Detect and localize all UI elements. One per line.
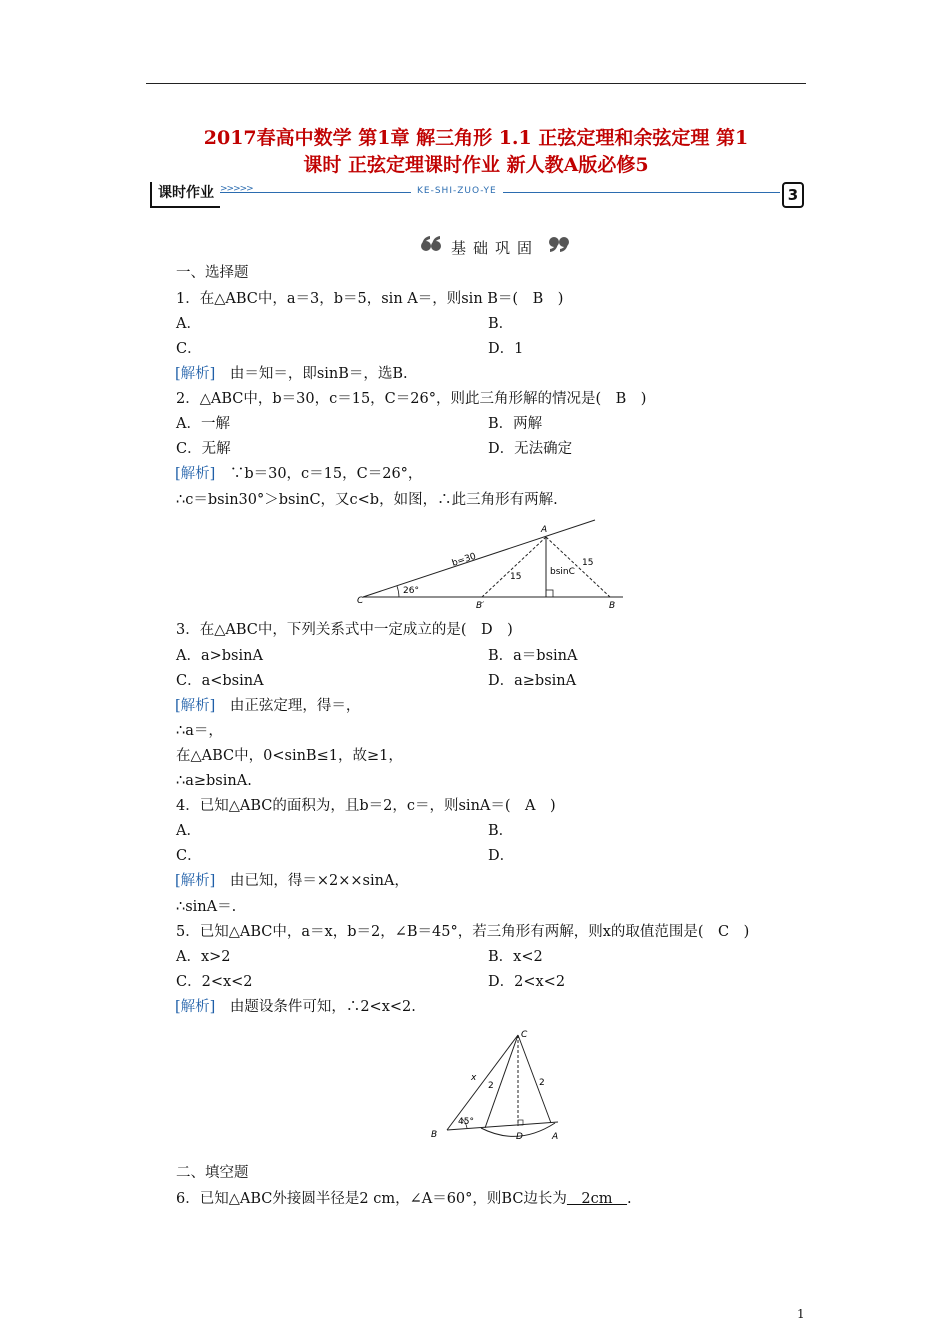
fig1-label-bprime: B′ — [476, 601, 485, 611]
fig2-label-d: D — [516, 1132, 523, 1142]
line-text: 一、选择题 — [176, 265, 249, 281]
text-line — [176, 390, 646, 408]
line-text: 5．已知△ABC中，a＝x，b＝2，∠B＝45°，若三角形有两解，则x的取值范围是( C ) — [176, 924, 750, 940]
document-title — [146, 125, 806, 179]
option-column-2: D．2<x<2 — [488, 974, 566, 990]
line-text: 在△ABC中，0<sinB≤1，故≥1， — [176, 748, 403, 764]
line-text: A．x>2 — [176, 949, 231, 965]
line-text: 4．已知△ABC的面积为，且b＝2，c＝，则sinA＝( A ) — [176, 798, 556, 814]
text-line — [175, 998, 416, 1016]
open-quote-icon — [420, 235, 442, 253]
fig1-label-15-left: 15 — [510, 572, 522, 582]
fig1-label-15-right: 15 — [582, 558, 594, 568]
line-text: 由正弦定理，得＝， — [215, 698, 361, 714]
homework-banner — [146, 180, 806, 210]
fig1-label-side-b: b=30 — [450, 551, 478, 569]
banner-tag: 课时作业 — [150, 182, 220, 208]
analysis-tag: [解析] — [175, 999, 216, 1015]
banner-pinyin: KE-SHI-ZUO-YE — [411, 186, 503, 196]
text-line — [176, 973, 253, 991]
text-line — [176, 440, 231, 458]
line-text: A．a>bsinA — [176, 648, 263, 664]
fig1-label-angle: 26° — [403, 586, 419, 596]
line-text: 2．△ABC中，b＝30，c＝15，C＝26°，则此三角形解的情况是( B ) — [176, 391, 647, 407]
line-text: A．一解 — [176, 416, 230, 432]
analysis-tag: [解析] — [175, 873, 216, 889]
line-text: 3．在△ABC中，下列关系式中一定成立的是( D ) — [176, 622, 513, 638]
title-line-1: 2017春高中数学 第1章 解三角形 1.1 正弦定理和余弦定理 第1 — [203, 127, 749, 149]
line-text: 二、填空题 — [176, 1165, 249, 1181]
triangle-figure-2 — [425, 1027, 570, 1145]
text-line — [176, 847, 202, 865]
line-text: ∵b＝30，c＝15，C＝26°， — [215, 466, 423, 482]
text-line — [175, 872, 409, 890]
text-line — [176, 1190, 632, 1208]
text-line — [175, 697, 360, 715]
option-column-2: B．两解 — [488, 416, 543, 432]
line-text: ∴a≥bsinA. — [176, 773, 252, 789]
line-text: C．无解 — [176, 441, 231, 457]
option-column-2: D． — [488, 848, 515, 864]
text-line — [175, 465, 422, 483]
text-line — [176, 1164, 249, 1182]
option-column-2: D．a≥bsinA — [488, 673, 577, 689]
text-line — [176, 290, 563, 308]
fig2-label-2-left: 2 — [488, 1081, 494, 1091]
section-title: 基础巩固 — [450, 239, 539, 257]
fig1-label-a: A — [541, 525, 548, 535]
analysis-tag: [解析] — [175, 366, 216, 382]
fig2-label-2-right: 2 — [539, 1078, 545, 1088]
text-line — [175, 365, 408, 383]
text-line — [176, 621, 513, 639]
banner-arrows: >>>>> — [220, 184, 253, 194]
text-line — [176, 264, 249, 282]
header-rule — [146, 83, 806, 84]
line-end: . — [627, 1191, 632, 1207]
triangle-figure-1 — [355, 516, 630, 612]
analysis-tag: [解析] — [175, 466, 216, 482]
text-line — [176, 722, 223, 740]
line-text: A． — [176, 823, 201, 839]
text-line — [176, 797, 556, 815]
option-column-2: D．1 — [488, 341, 524, 357]
fig1-label-height: bsinC — [550, 567, 575, 577]
line-text: ∴c＝bsin30°＞bsinC，又c<b，如图，∴此三角形有两解. — [176, 492, 558, 508]
fig2-label-b: B — [431, 1130, 438, 1140]
text-line — [176, 315, 201, 333]
title-line-2: 课时 正弦定理课时作业 新人教A版必修5 — [303, 154, 649, 176]
analysis-tag: [解析] — [175, 698, 216, 714]
text-line — [176, 747, 403, 765]
fig2-label-angle: 45° — [458, 1117, 474, 1127]
fig2-label-x: x — [471, 1073, 477, 1083]
text-line — [176, 822, 201, 840]
line-text: 由题设条件可知，∴2<x<2. — [215, 999, 416, 1015]
fig2-label-a: A — [552, 1132, 559, 1142]
line-text: 1．在△ABC中，a＝3，b＝5，sin A＝，则sin B＝( B ) — [176, 291, 564, 307]
fig1-label-c: C — [357, 596, 364, 606]
section-heading — [420, 233, 570, 263]
line-text: 由＝知＝，即sinB＝，选B. — [215, 366, 408, 382]
line-text: 6．已知△ABC外接圆半径是2 cm，∠A＝60°，则BC边长为 — [176, 1191, 567, 1207]
line-text: ∴sinA＝. — [176, 899, 237, 915]
fig2-label-c: C — [521, 1030, 528, 1040]
option-column-2: B．a＝bsinA — [488, 648, 578, 664]
line-text: C．a<bsinA — [176, 673, 264, 689]
line-text: C． — [176, 341, 202, 357]
text-line — [176, 948, 231, 966]
line-text: ∴a＝， — [176, 723, 223, 739]
text-line — [176, 672, 264, 690]
text-line — [176, 923, 749, 941]
text-line — [176, 772, 252, 790]
line-text: A． — [176, 316, 201, 332]
close-quote-icon — [548, 235, 570, 253]
page-number: 1 — [797, 1307, 805, 1321]
line-text: C． — [176, 848, 202, 864]
text-line — [176, 415, 230, 433]
option-column-2: D．无法确定 — [488, 441, 573, 457]
text-line — [176, 491, 558, 509]
option-column-2: B． — [488, 316, 514, 332]
text-line — [176, 898, 236, 916]
banner-number: 3 — [782, 182, 804, 208]
fig1-label-b: B — [609, 601, 616, 611]
option-column-2: B．x<2 — [488, 949, 543, 965]
text-line — [176, 340, 202, 358]
line-text: C．2<x<2 — [176, 974, 253, 990]
line-text: 由已知，得＝×2××sinA， — [215, 873, 409, 889]
text-line — [176, 647, 263, 665]
option-column-2: B． — [488, 823, 514, 839]
answer-blank: 2cm — [566, 1191, 628, 1207]
